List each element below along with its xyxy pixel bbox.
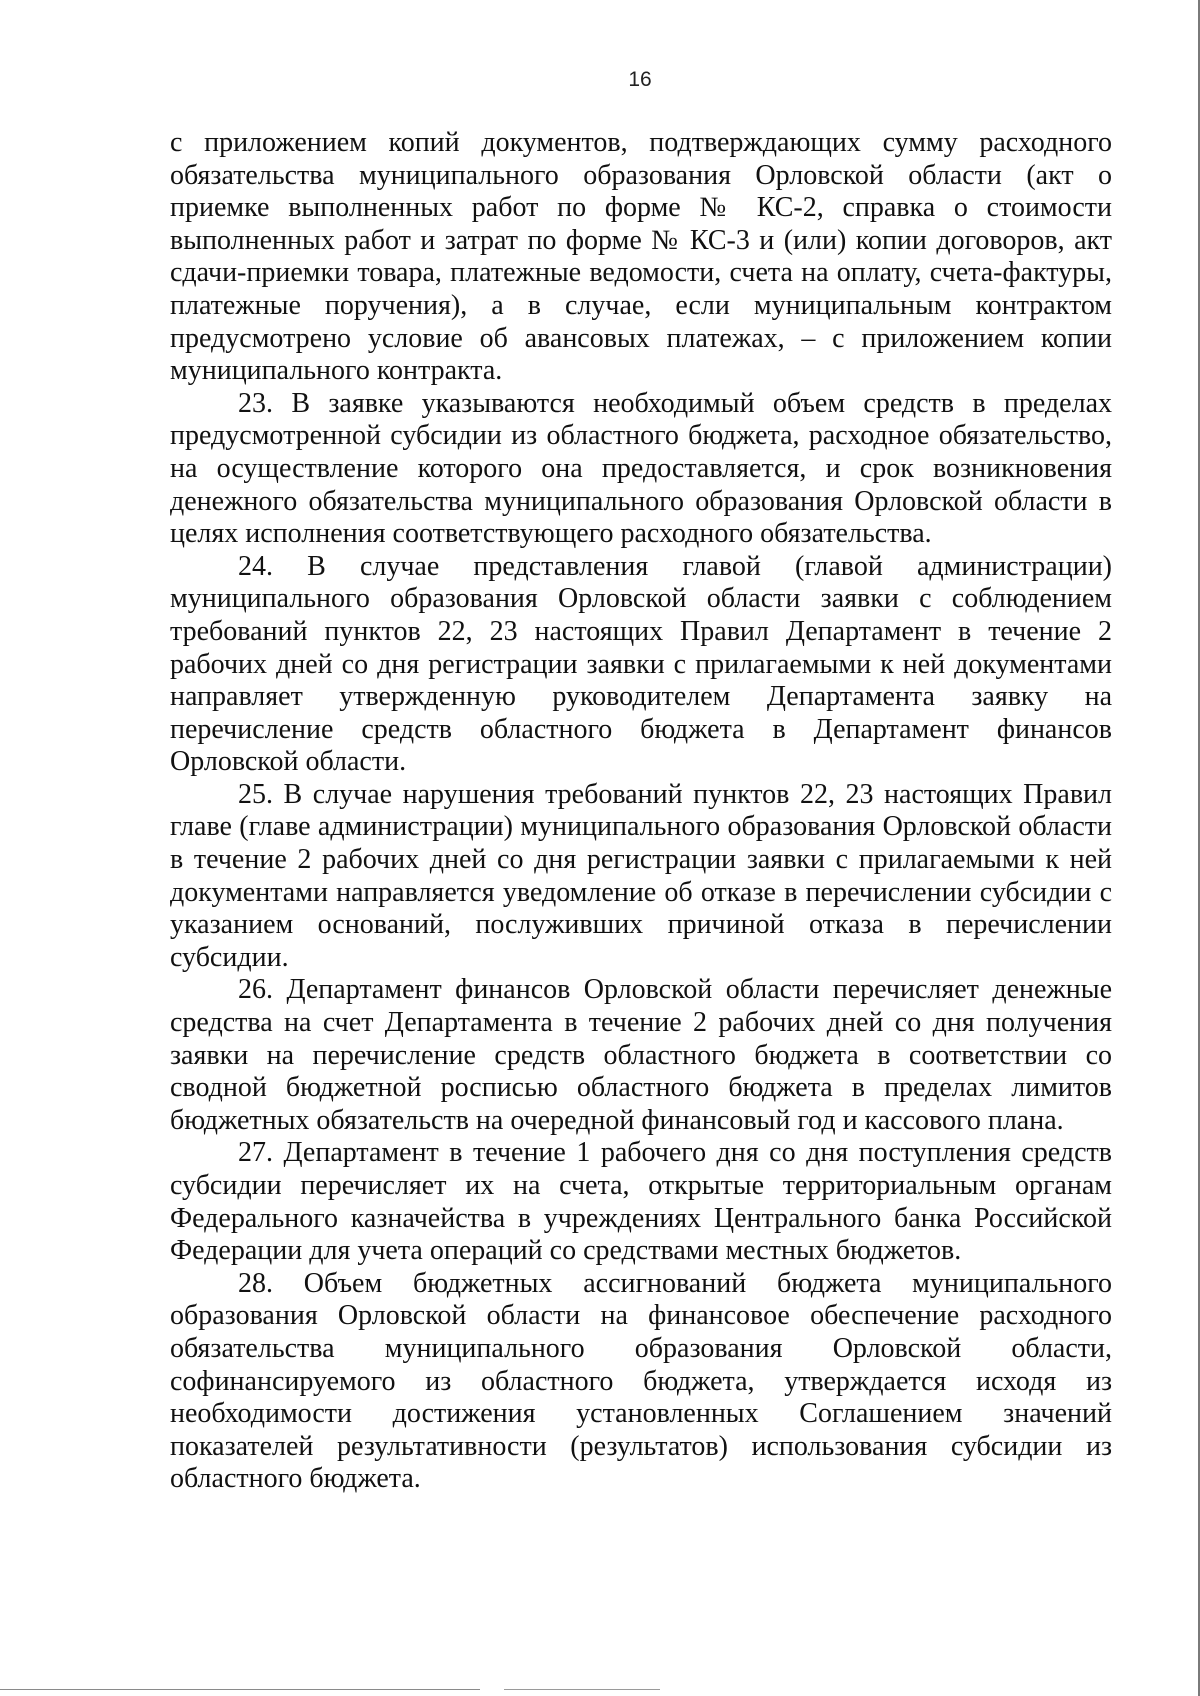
paragraph-continuation: с приложением копий документов, подтверждающих сумму расходного обязательства муниципального образования Орловской области (акт о приемке выполненных работ по форме № КС-2, справка о стоимости выполненных работ и затрат по форме № КС-3 и (или) копии договоров, акт сдачи-приемки товара, платежные ведомости, счета на оплату, счета-фактуры, платежные поручения), а в случае, если муниципальным контрактом предусмотрено условие об авансовых платежах, – с приложением копии муниципального контракта. <box>170 127 1112 387</box>
paragraph-24: 24. В случае представления главой (главой администрации) муниципального образования Орловской области заявки с соблюдением требований пунктов 22, 23 настоящих Правил Департамент в течение 2 рабочих дней со дня регистрации заявки с прилагаемыми к ней документами направляет утвержденную руководителем Департамента заявку на перечисление средств областного бюджета в Департамент финансов Орловской области. <box>170 550 1112 778</box>
paragraph-28: 28. Объем бюджетных ассигнований бюджета муниципального образования Орловской области на финансовое обеспечение расходного обязательства муниципального образования Орловской области, софинансируемого из областного бюджета, утверждается исходя из необходимости достижения установленных Соглашением значений показателей результативности (результатов) использования субсидии из областного бюджета. <box>170 1267 1112 1495</box>
paragraph-27: 27. Департамент в течение 1 рабочего дня со дня поступления средств субсидии перечисляет их на счета, открытые территориальным органам Федерального казначейства в учреждениях Центрального банка Российской Федерации для учета операций со средствами местных бюджетов. <box>170 1137 1112 1267</box>
paragraph-26: 26. Департамент финансов Орловской области перечисляет денежные средства на счет Департамента в течение 2 рабочих дней со дня получения заявки на перечисление средств областного бюджета в соответствии со сводной бюджетной росписью областного бюджета в пределах лимитов бюджетных обязательств на очередной финансовый год и кассового плана. <box>170 974 1112 1136</box>
document-body <box>170 127 1112 1496</box>
paragraph-23: 23. В заявке указываются необходимый объем средств в пределах предусмотренной субсидии из областного бюджета, расходное обязательство, на осуществление которого она предоставляется, и срок возникновения денежного обязательства муниципального образования Орловской области в целях исполнения соответствующего расходного обязательства. <box>170 387 1112 550</box>
paragraph-25: 25. В случае нарушения требований пунктов 22, 23 настоящих Правил главе (главе администрации) муниципального образования Орловской области в течение 2 рабочих дней со дня регистрации заявки с прилагаемыми к ней документами направляется уведомление об отказе в перечислении субсидии с указанием оснований, послуживших причиной отказа в перечислении субсидии. <box>170 778 1112 973</box>
page-number: 16 <box>628 68 652 91</box>
scan-edge-bottom <box>0 1689 1200 1690</box>
